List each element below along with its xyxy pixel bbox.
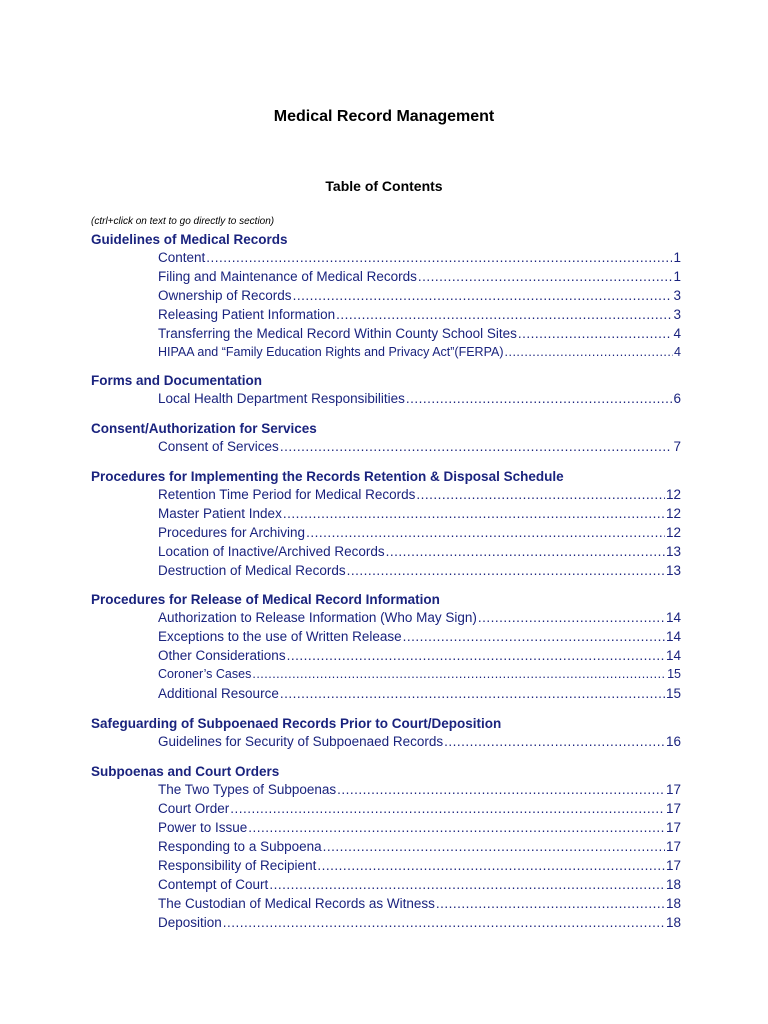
toc-entry[interactable]: [158, 343, 681, 362]
leader-dots: [248, 818, 665, 837]
entry-text: Authorization to Release Information (Who May Sign): [158, 610, 477, 625]
entry-page: 4: [674, 345, 681, 359]
toc-entry[interactable]: [158, 780, 681, 799]
entry-page: 1: [673, 269, 681, 284]
entry-text: The Two Types of Subpoenas: [158, 782, 337, 797]
section-heading[interactable]: Guidelines of Medical Records: [91, 232, 288, 247]
toc-entry[interactable]: [158, 608, 681, 627]
entry-page: 16: [665, 734, 681, 749]
toc-entry[interactable]: [158, 799, 681, 818]
leader-dots: [347, 561, 665, 580]
toc-entry[interactable]: [158, 389, 681, 408]
toc-entry[interactable]: [158, 856, 681, 875]
leader-dots: [223, 913, 665, 932]
leader-dots: [403, 627, 665, 646]
entry-text: Retention Time Period for Medical Records: [158, 487, 416, 502]
leader-dots: [317, 856, 665, 875]
entry-page: 1: [673, 250, 681, 265]
entry-page: 13: [665, 563, 681, 578]
entry-text: Responsibility of Recipient: [158, 858, 317, 873]
entry-text: HIPAA and “Family Education Rights and Privacy Act”(FERPA): [158, 345, 504, 359]
entry-page: 7: [673, 439, 681, 454]
entry-page: 14: [665, 629, 681, 644]
section-heading[interactable]: Subpoenas and Court Orders: [91, 764, 280, 779]
entry-page: 3: [673, 288, 681, 303]
section-heading[interactable]: Procedures for Implementing the Records Retention & Disposal Schedule: [91, 469, 564, 484]
entry-page: 6: [673, 391, 681, 406]
leader-dots: [336, 305, 672, 324]
toc-section: [91, 591, 681, 703]
leader-dots: [418, 267, 673, 286]
entry-text: Location of Inactive/Archived Records: [158, 544, 385, 559]
toc-entry[interactable]: [158, 542, 681, 561]
leader-dots: [518, 324, 673, 343]
entry-text: Transferring the Medical Record Within County School Sites: [158, 326, 517, 341]
entry-page: 15: [665, 686, 681, 701]
leader-dots: [230, 799, 665, 818]
entry-text: Destruction of Medical Records: [158, 563, 346, 578]
toc-entry[interactable]: [158, 485, 681, 504]
toc-note: (ctrl+click on text to go directly to section): [91, 216, 275, 227]
toc-entry[interactable]: [158, 248, 681, 267]
leader-dots: [280, 437, 673, 456]
toc-entry[interactable]: [158, 324, 681, 343]
toc-entry[interactable]: [158, 523, 681, 542]
toc-entry[interactable]: [158, 646, 681, 665]
entry-page: 12: [665, 487, 681, 502]
entry-page: 12: [665, 506, 681, 521]
leader-dots: [444, 732, 665, 751]
entry-page: 17: [665, 839, 681, 854]
entry-page: 14: [665, 648, 681, 663]
section-heading[interactable]: Safeguarding of Subpoenaed Records Prior to Court/Deposition: [91, 716, 502, 731]
toc-section: [91, 420, 681, 456]
toc-entry[interactable]: [158, 561, 681, 580]
leader-dots: [293, 286, 673, 305]
leader-dots: [436, 894, 665, 913]
toc-heading: Table of Contents: [325, 178, 443, 194]
leader-dots: [306, 523, 665, 542]
leader-dots: [283, 504, 665, 523]
toc-entry[interactable]: [158, 875, 681, 894]
entry-page: 4: [673, 326, 681, 341]
entry-text: Court Order: [158, 801, 230, 816]
toc-entry[interactable]: [158, 684, 681, 703]
toc-section: [91, 715, 681, 751]
leader-dots: [505, 343, 674, 362]
entry-text: The Custodian of Medical Records as Witness: [158, 896, 435, 911]
entry-page: 3: [673, 307, 681, 322]
section-heading[interactable]: Consent/Authorization for Services: [91, 421, 317, 436]
toc-entry[interactable]: [158, 732, 681, 751]
entry-page: 18: [665, 896, 681, 911]
entry-text: Power to Issue: [158, 820, 248, 835]
leader-dots: [323, 837, 665, 856]
page-title: Medical Record Management: [273, 108, 495, 125]
entry-page: 14: [665, 610, 681, 625]
entry-text: Content: [158, 250, 206, 265]
entry-text: Deposition: [158, 915, 222, 930]
entry-text: Procedures for Archiving: [158, 525, 306, 540]
entry-page: 17: [665, 858, 681, 873]
toc-entry[interactable]: [158, 305, 681, 324]
entry-text: Filing and Maintenance of Medical Records: [158, 269, 417, 284]
toc-section: [91, 468, 681, 580]
entry-page: 17: [665, 782, 681, 797]
leader-dots: [416, 485, 665, 504]
entry-text: Coroner’s Cases: [158, 667, 252, 681]
entry-text: Ownership of Records: [158, 288, 292, 303]
entry-text: Local Health Department Responsibilities: [158, 391, 405, 406]
toc-section: [91, 231, 681, 362]
entry-page: 13: [665, 544, 681, 559]
leader-dots: [287, 646, 665, 665]
entry-page: 17: [665, 820, 681, 835]
toc-entry[interactable]: [158, 504, 681, 523]
toc-entry[interactable]: [158, 837, 681, 856]
toc-entry[interactable]: [158, 913, 681, 932]
leader-dots: [206, 248, 672, 267]
section-heading[interactable]: Forms and Documentation: [91, 373, 263, 388]
toc-entry[interactable]: [158, 437, 681, 456]
toc-entry[interactable]: [158, 627, 681, 646]
leader-dots: [478, 608, 665, 627]
entry-page: 18: [665, 877, 681, 892]
entry-text: Exceptions to the use of Written Release: [158, 629, 402, 644]
toc-section: [91, 763, 681, 932]
leader-dots: [337, 780, 665, 799]
toc-entry[interactable]: [158, 894, 681, 913]
entry-text: Master Patient Index: [158, 506, 282, 521]
entry-page: 15: [667, 667, 681, 681]
entry-page: 18: [665, 915, 681, 930]
toc-entry[interactable]: [158, 267, 681, 286]
entry-text: Contempt of Court: [158, 877, 269, 892]
entry-text: Responding to a Subpoena: [158, 839, 322, 854]
toc-entry[interactable]: [158, 665, 681, 684]
entry-text: Guidelines for Security of Subpoenaed Records: [158, 734, 444, 749]
section-heading[interactable]: Procedures for Release of Medical Record Information: [91, 592, 440, 607]
leader-dots: [269, 875, 665, 894]
entry-text: Additional Resource: [158, 686, 279, 701]
leader-dots: [386, 542, 665, 561]
leader-dots: [406, 389, 673, 408]
toc-entry[interactable]: [158, 286, 681, 305]
toc-entry[interactable]: [158, 818, 681, 837]
entry-page: 17: [665, 801, 681, 816]
leader-dots: [280, 684, 665, 703]
entry-text: Releasing Patient Information: [158, 307, 336, 322]
entry-text: Consent of Services: [158, 439, 279, 454]
entry-page: 12: [665, 525, 681, 540]
entry-text: Other Considerations: [158, 648, 286, 663]
leader-dots: [252, 665, 666, 684]
toc-section: [91, 372, 681, 408]
